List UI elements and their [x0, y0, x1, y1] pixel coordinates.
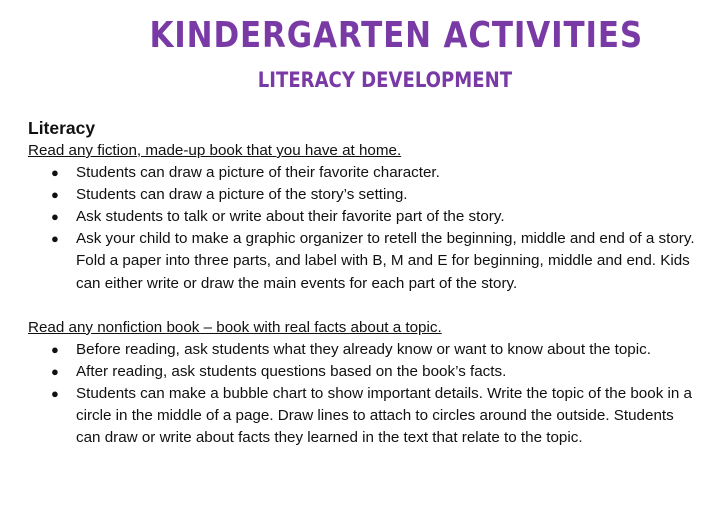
list-item-text: After reading, ask students questions based on the book’s facts. — [76, 362, 507, 380]
list-item — [51, 184, 698, 206]
fiction-group — [28, 140, 698, 295]
list-item — [51, 206, 698, 228]
list-item-text: Ask your child to make a graphic organizer to retell the beginning, middle and end of a story. Fold a paper into three parts, and label with B, M and E for beginning, middle and end. Kids can either write or draw the main events for each part of the story. — [76, 230, 695, 292]
section-heading: Literacy — [28, 118, 96, 138]
bullet-icon: ● — [51, 363, 59, 379]
group-subheading: Read any fiction, made-up book that you have at home. — [28, 142, 402, 159]
spacer — [28, 295, 698, 317]
bullet-icon: ● — [51, 385, 59, 401]
page-title-text: KINDERGARTEN ACTIVITIES — [149, 15, 643, 56]
list-item — [51, 228, 698, 294]
page-title — [0, 12, 709, 60]
nonfiction-group — [28, 317, 698, 450]
bullet-icon: ● — [51, 231, 59, 247]
bullet-list — [28, 339, 698, 449]
bullet-icon: ● — [51, 209, 59, 225]
list-item — [51, 339, 698, 361]
bullet-list — [28, 162, 698, 295]
list-item-text: Students can draw a picture of the story’s setting. — [76, 186, 408, 204]
page-subtitle — [0, 66, 709, 94]
list-item-text: Students can draw a picture of their favorite character. — [76, 164, 440, 182]
list-item — [51, 361, 698, 383]
list-item — [51, 162, 698, 184]
bullet-icon: ● — [51, 187, 59, 203]
group-subheading: Read any nonfiction book – book with real facts about a topic. — [28, 318, 442, 336]
bullet-icon: ● — [51, 341, 59, 357]
list-item — [51, 383, 698, 449]
list-item-text: Ask students to talk or write about their favorite part of the story. — [76, 208, 505, 226]
list-item-text: Before reading, ask students what they already know or want to know about the topic. — [76, 340, 651, 358]
content-body — [28, 116, 698, 449]
list-item-text: Students can make a bubble chart to show important details. Write the topic of the book in a circle in the middle of a page. Draw lines to attach to circles around the outside. Students can draw or write about facts they learned in the text that relate to the topic. — [76, 384, 693, 447]
page-subtitle-text: LITERACY DEVELOPMENT — [257, 68, 512, 92]
bullet-icon: ● — [51, 165, 59, 181]
